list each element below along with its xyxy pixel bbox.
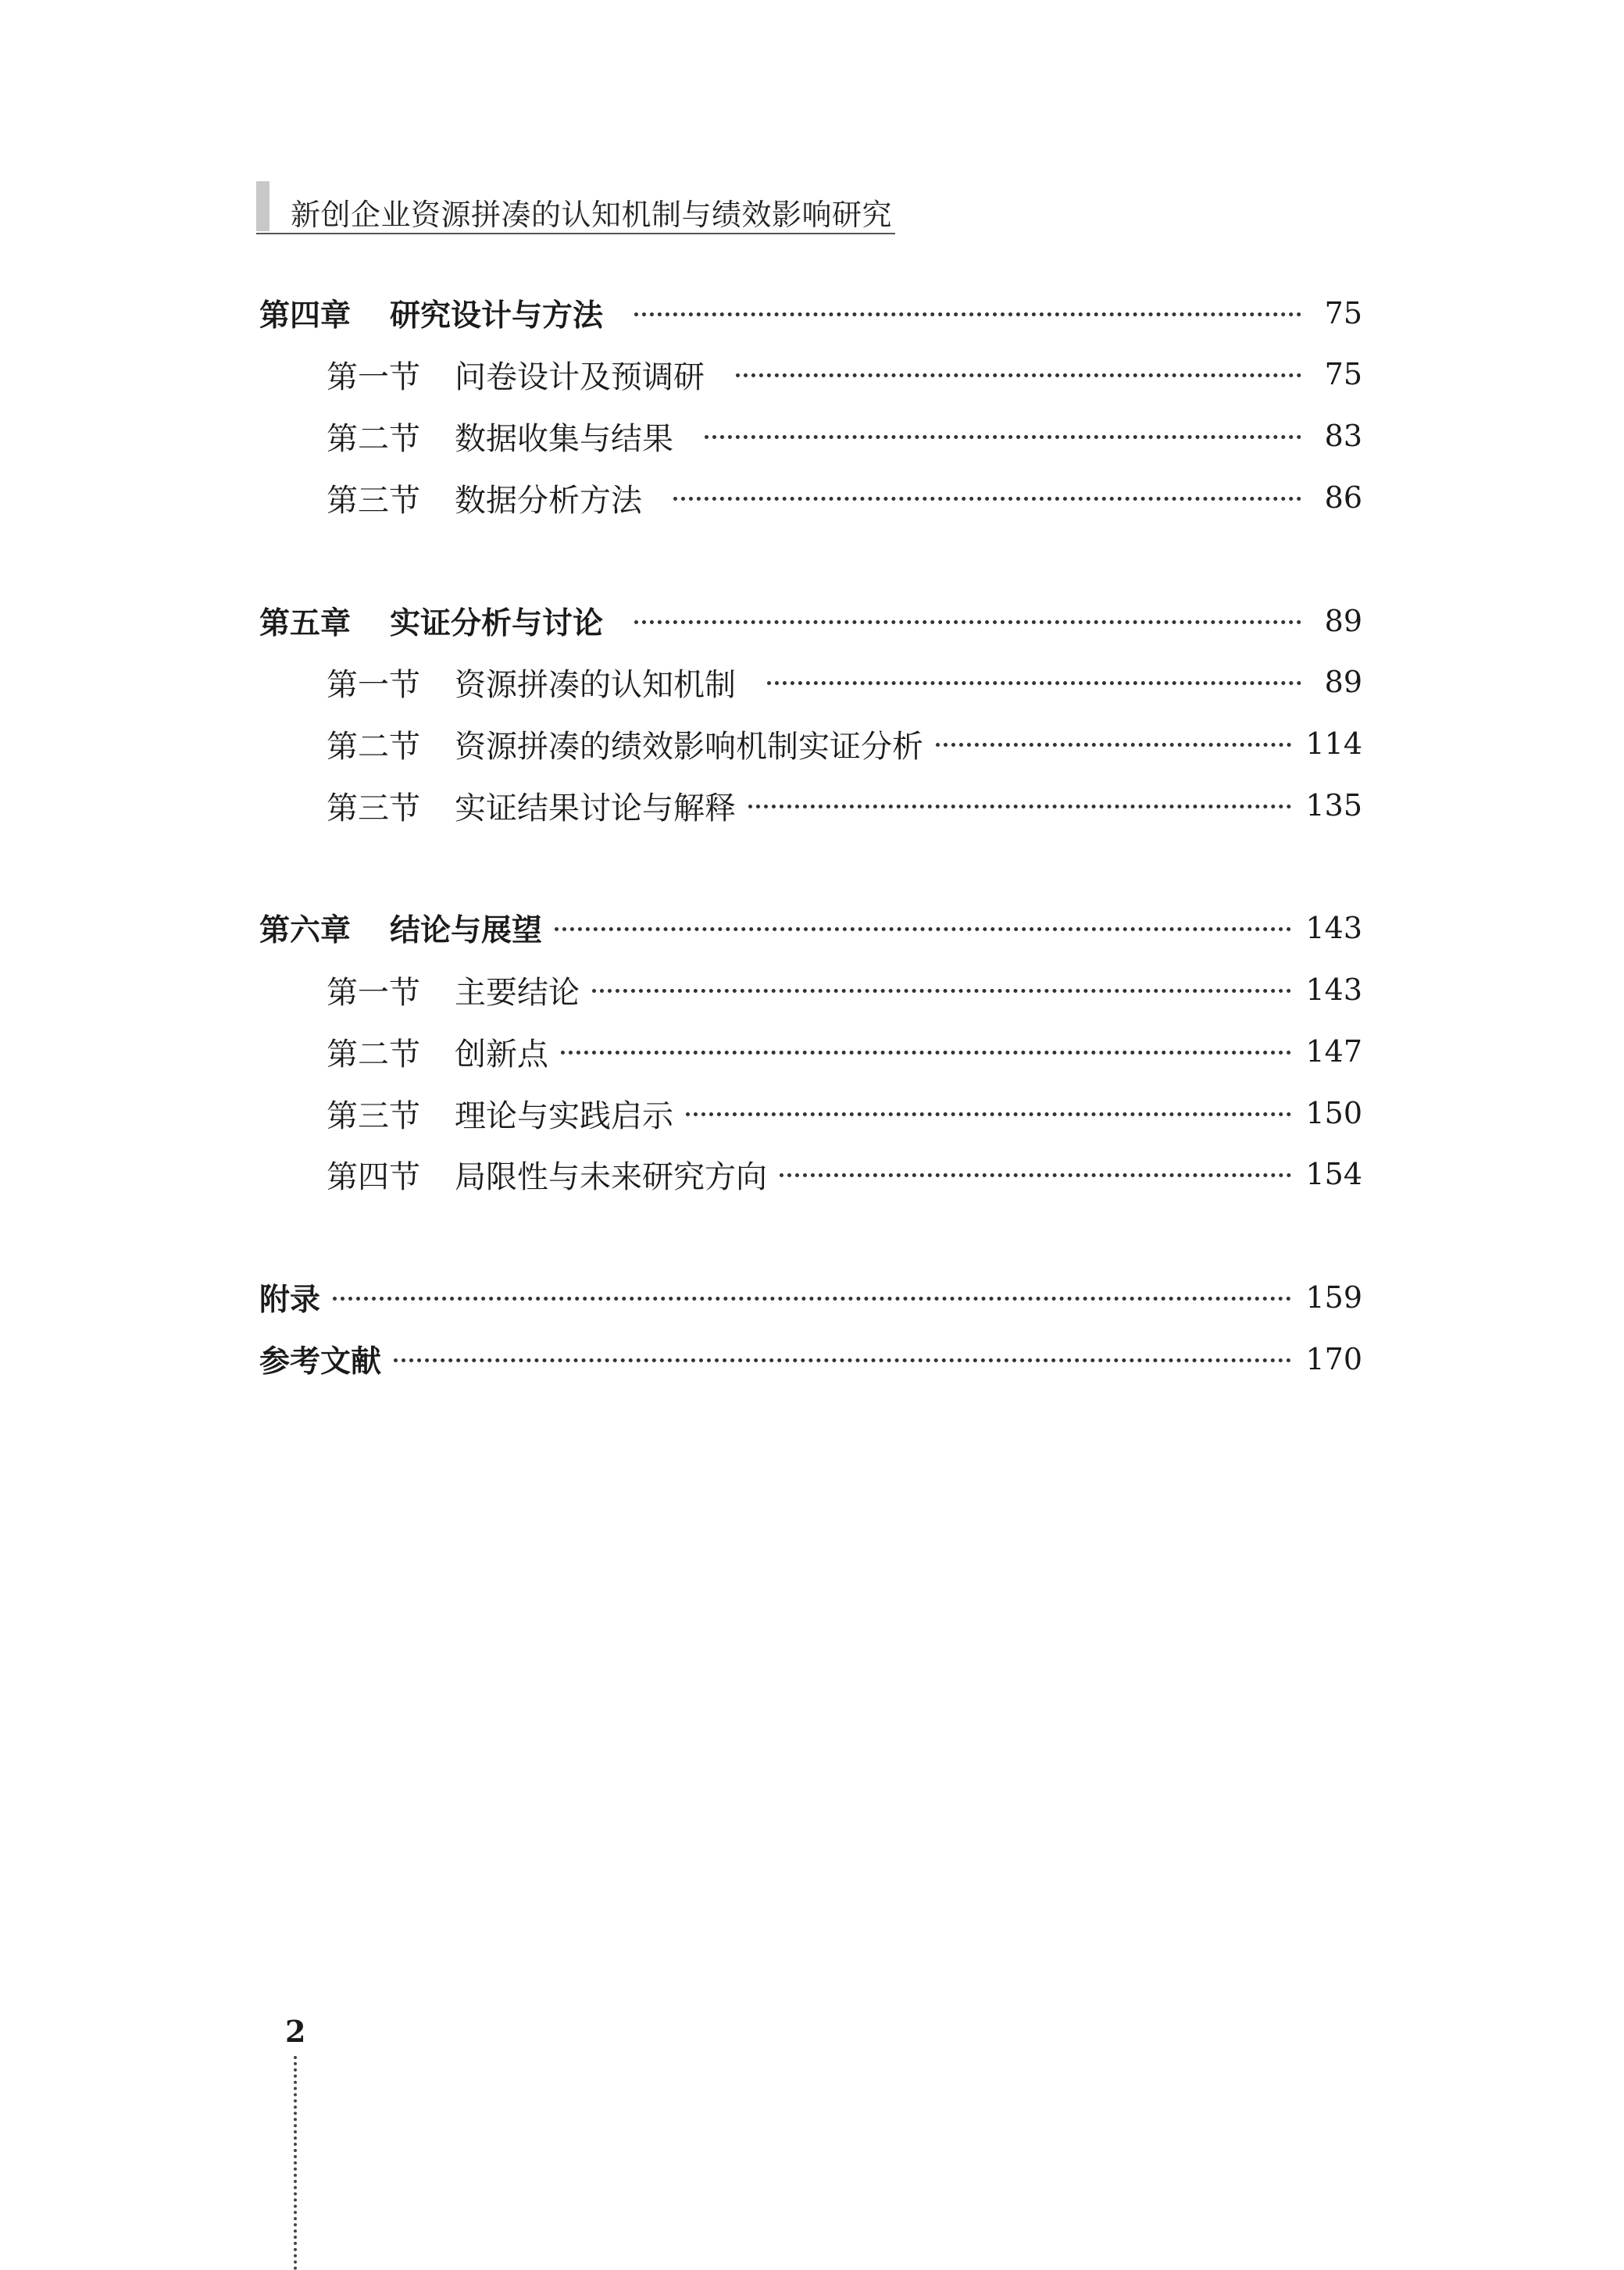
toc-entry-chapter-4[interactable] <box>259 289 1362 337</box>
toc-entry-ch6-section-4[interactable] <box>259 1150 1362 1198</box>
section-number: 第一节 <box>327 666 420 703</box>
dot-leader <box>686 1105 1291 1116</box>
section-number: 第四节 <box>327 1158 420 1195</box>
chapter-title: 研究设计与方法 <box>390 298 604 334</box>
toc-entry-chapter-6[interactable] <box>259 904 1362 952</box>
section-title: 实证结果讨论与解释 <box>455 790 736 826</box>
page-number: 159 <box>1305 1280 1362 1315</box>
section-number: 第二节 <box>327 1036 420 1073</box>
chapter-number: 第五章 <box>259 606 352 641</box>
page-number: 143 <box>1305 973 1362 1007</box>
section-title: 数据收集与结果 <box>455 420 673 457</box>
toc-entry-ch5-section-2[interactable] <box>259 719 1362 768</box>
dot-leader <box>394 1351 1291 1362</box>
dot-leader <box>555 919 1291 931</box>
section-number: 第二节 <box>327 420 420 457</box>
toc-entry-ch4-section-3[interactable] <box>259 473 1362 522</box>
dot-leader <box>634 612 1301 624</box>
dot-leader <box>705 427 1301 439</box>
page-number: 143 <box>1305 911 1362 945</box>
chapter-title: 实证分析与讨论 <box>390 606 604 641</box>
running-head-title: 新创企业资源拼凑的认知机制与绩效影响研究 <box>291 198 893 232</box>
page-number: 154 <box>1305 1157 1362 1191</box>
section-title: 局限性与未来研究方向 <box>455 1158 767 1195</box>
page-number: 89 <box>1324 665 1362 699</box>
page-number: 114 <box>1305 726 1362 761</box>
toc-entry-ch5-section-1[interactable] <box>259 658 1362 706</box>
toc-entry-appendix[interactable] <box>259 1273 1362 1322</box>
section-title: 资源拼凑的绩效影响机制实证分析 <box>455 728 923 765</box>
section-title: 数据分析方法 <box>455 482 642 519</box>
section-number: 第三节 <box>327 1098 420 1134</box>
toc-entry-chapter-5[interactable] <box>259 597 1362 645</box>
page-number: 89 <box>1324 604 1362 638</box>
section-title: 理论与实践启示 <box>455 1098 673 1134</box>
section-number: 第一节 <box>327 974 420 1011</box>
page-number: 170 <box>1305 1342 1362 1376</box>
toc-entry-ch6-section-1[interactable] <box>259 965 1362 1014</box>
toc-entry-ch4-section-2[interactable] <box>259 412 1362 460</box>
dot-leader <box>936 735 1291 747</box>
dot-leader <box>634 305 1301 316</box>
chapter-title: 结论与展望 <box>390 913 543 948</box>
dot-leader <box>592 981 1291 993</box>
page-number: 135 <box>1305 788 1362 823</box>
references-title: 参考文献 <box>259 1344 382 1379</box>
page-number: 86 <box>1324 480 1362 515</box>
section-number: 第三节 <box>327 790 420 826</box>
section-number: 第一节 <box>327 359 420 395</box>
folio-dotted-rule <box>294 2056 297 2270</box>
dot-leader <box>673 489 1301 501</box>
page-number: 150 <box>1305 1096 1362 1130</box>
folio-page-number: 2 <box>285 2014 306 2049</box>
section-number: 第三节 <box>327 482 420 519</box>
section-title: 创新点 <box>455 1036 548 1073</box>
section-title: 问卷设计及预调研 <box>455 359 705 395</box>
page-number: 75 <box>1324 357 1362 391</box>
page-number: 147 <box>1305 1034 1362 1069</box>
toc-entry-ch6-section-3[interactable] <box>259 1089 1362 1137</box>
toc-entry-ch5-section-3[interactable] <box>259 781 1362 830</box>
section-number: 第二节 <box>327 728 420 765</box>
dot-leader <box>561 1043 1291 1055</box>
page-number: 75 <box>1324 296 1362 330</box>
running-head-bar <box>256 181 269 231</box>
appendix-title: 附录 <box>259 1283 321 1318</box>
toc-entry-ch6-section-2[interactable] <box>259 1027 1362 1076</box>
chapter-number: 第六章 <box>259 913 352 948</box>
dot-leader <box>748 797 1291 808</box>
section-title: 资源拼凑的认知机制 <box>455 666 736 703</box>
chapter-number: 第四章 <box>259 298 352 334</box>
running-head <box>256 181 895 234</box>
toc-entry-ch4-section-1[interactable] <box>259 350 1362 398</box>
dot-leader <box>780 1165 1291 1177</box>
page-number: 83 <box>1324 419 1362 453</box>
dot-leader <box>333 1289 1291 1301</box>
toc-entry-references[interactable] <box>259 1335 1362 1383</box>
dot-leader <box>767 673 1301 685</box>
dot-leader <box>736 366 1301 377</box>
section-title: 主要结论 <box>455 974 580 1011</box>
